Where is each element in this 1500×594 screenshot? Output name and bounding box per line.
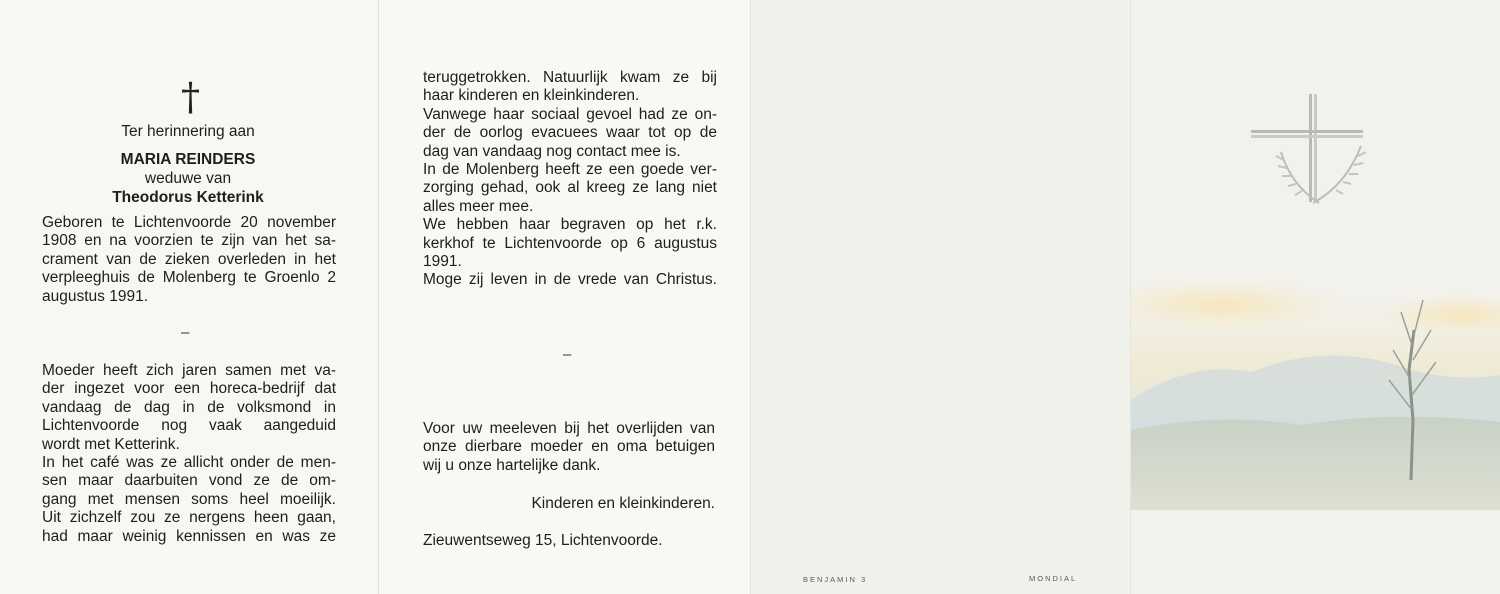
card-panel-blank [750, 0, 1131, 594]
text-line: We hebben haar begraven op het r.k. [423, 216, 717, 234]
signature: Kinderen en kleinkinderen. [531, 495, 715, 512]
text-line: 1908 en na voorzien te zijn van het sa- [42, 232, 336, 250]
relation-text: weduwe van [144, 170, 232, 187]
print-mark-left: BENJAMIN 3 [803, 575, 868, 584]
text-line: Moge zij leven in de vrede van Christus. [423, 271, 717, 289]
text-line: Uit zichzelf zou ze nergens heen gaan, [42, 509, 336, 527]
text-line: haar kinderen en kleinkinderen. [423, 87, 640, 105]
text-line: had maar weinig kennissen en was ze [42, 527, 336, 545]
text-line: kerkhof te Lichtenvoorde op 6 augustus [423, 234, 717, 252]
story-paragraph-part1 [42, 362, 336, 546]
text-line: 1991. [423, 253, 462, 271]
text-line: wordt met Ketterink. [42, 435, 180, 453]
text-line: sen maar daarbuiten vond ze de om- [42, 472, 336, 490]
text-line: crament van de zieken overleden in het [42, 250, 336, 268]
text-line: dag van vandaag nog contact mee is. [423, 142, 681, 160]
separator-dash: – [563, 346, 572, 363]
text-line: gang met mensen soms heel moeilijk. [42, 490, 336, 508]
text-line: wij u onze hartelijke dank. [423, 456, 601, 474]
text-line: augustus 1991. [42, 287, 149, 305]
card-panel-middle [378, 0, 751, 594]
spouse-name: Theodorus Ketterink [112, 189, 264, 206]
text-line: Geboren te Lichtenvoorde 20 november [42, 214, 336, 231]
cross-icon: † [181, 75, 200, 119]
intro-text: Ter herinnering aan [121, 123, 255, 140]
cross-emblem-icon [1251, 94, 1366, 203]
text-line: Voor uw meeleven bij het overlijden van [423, 420, 715, 437]
print-mark-right: MONDIAL [1029, 574, 1078, 583]
card-panel-left [0, 0, 378, 594]
text-line: der de oorlog evacuees waar tot op de [423, 124, 717, 142]
text-line: onze dierbare moeder en oma betuigen [423, 438, 715, 456]
text-line: teruggetrokken. Natuurlijk kwam ze bij [423, 69, 717, 86]
card-panel-cover [1130, 0, 1500, 594]
story-paragraph-part2 [423, 69, 717, 290]
address: Zieuwentseweg 15, Lichtenvoorde. [423, 532, 663, 549]
text-line: der ingezet voor een horeca-bedrijf dat [42, 380, 336, 398]
text-line: Moeder heeft zich jaren samen met va- [42, 362, 336, 379]
text-line: In de Molenberg heeft ze een goede ver- [423, 161, 717, 179]
separator-dash: – [181, 324, 190, 341]
birth-death-paragraph [42, 214, 336, 306]
thanks-paragraph [423, 420, 715, 475]
text-line: Vanwege haar sociaal gevoel had ze on- [423, 105, 717, 123]
deceased-name: MARIA REINDERS [120, 151, 256, 168]
text-line: vandaag de dag in de volksmond in [42, 398, 336, 416]
cover-artwork [1131, 0, 1500, 594]
text-line: Lichtenvoorde nog vaak aangeduid [42, 417, 336, 435]
text-line: verpleeghuis de Molenberg te Groenlo 2 [42, 269, 336, 287]
text-line: In het café was ze allicht onder de men- [42, 454, 336, 472]
text-line: zorging gehad, ook al kreeg ze lang niet [423, 179, 717, 197]
landscape-illustration [1131, 280, 1500, 510]
text-line: alles meer mee. [423, 197, 534, 215]
